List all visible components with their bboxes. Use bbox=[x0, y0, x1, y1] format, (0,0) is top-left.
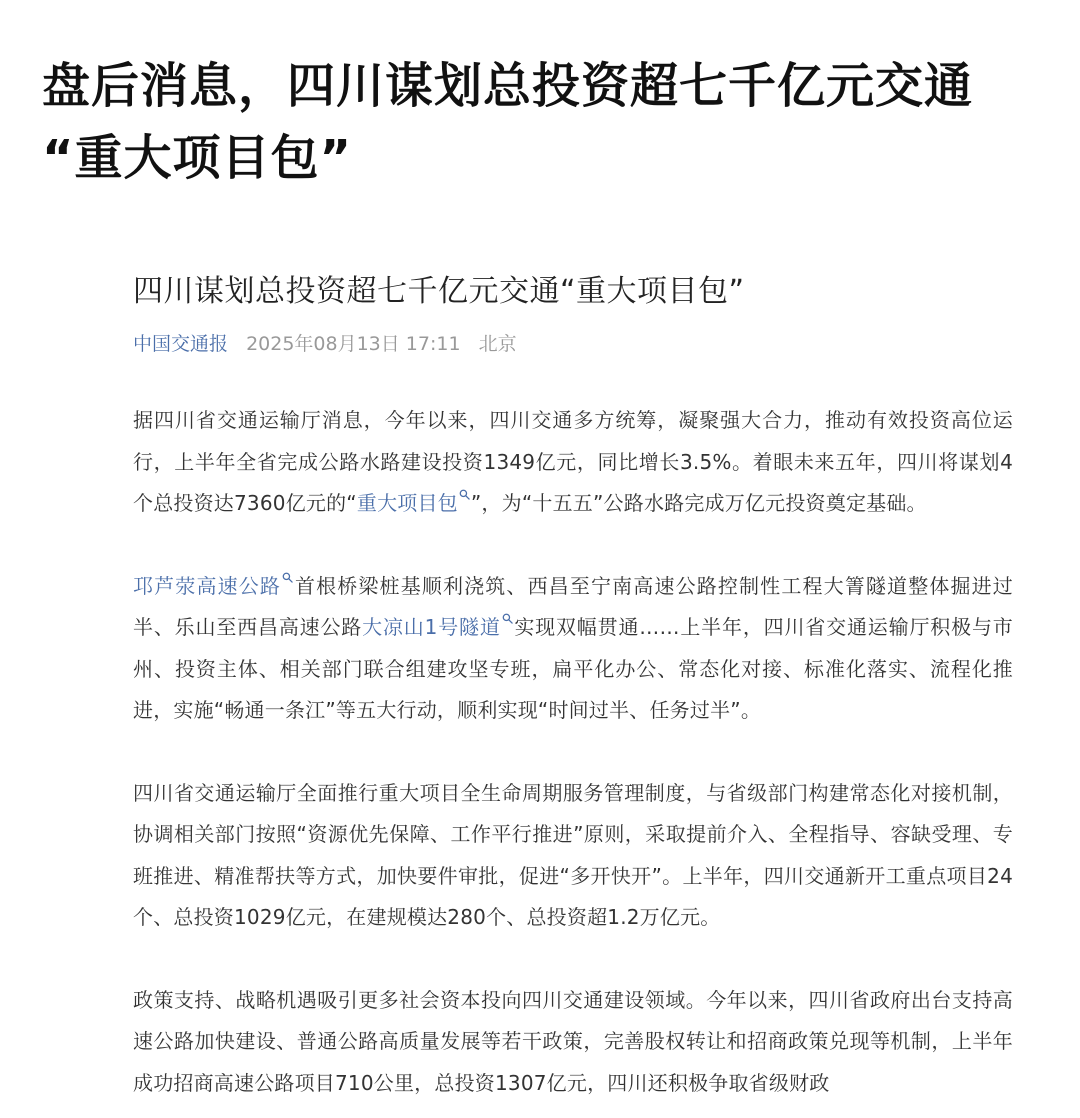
publish-location: 北京 bbox=[478, 333, 517, 355]
headline bbox=[42, 50, 1052, 194]
paragraph-text: 首根桥梁桩基顺利浇筑、西昌至宁南高速公路控制性工程大箐隧道整体掘进过半、乐山至西昌高速公路 bbox=[133, 573, 1013, 639]
paragraph-3: 四川省交通运输厅全面推行重大项目全生命周期服务管理制度，与省级部门构建常态化对接机制，协调相关部门按照“资源优先保障、工作平行推进”原则，采取提前介入、全程指导、容缺受理、专班推进、精准帮扶等方式，加快要件审批，促进“多开快开”。上半年，四川交通新开工重点项目24个、总投资1029亿元，在建规模达280个、总投资超1.2万亿元。 bbox=[133, 780, 1013, 929]
paragraph-text: 据四川省交通运输厅消息，今年以来，四川交通多方统筹，凝聚强大合力，推动有效投资高位运行，上半年全省完成公路水路建设投资1349亿元，同比增长3.5%。着眼未来五年，四川将谋划4个总投资达7360亿元的“ bbox=[133, 408, 1013, 515]
headline-line-2: “重大项目包” bbox=[42, 130, 353, 186]
article-title: 四川谋划总投资超七千亿元交通“重大项目包” bbox=[133, 274, 745, 309]
article-card bbox=[133, 270, 1013, 1104]
source-link[interactable]: 中国交通报 bbox=[133, 333, 229, 355]
publish-date: 2025年08月13日 17:11 bbox=[246, 333, 461, 355]
paragraph-text: ”，为“十五五”公路水路完成万亿元投资奠定基础。 bbox=[470, 491, 927, 515]
keyword-link-tunnel[interactable]: 大凉山1号隧道 bbox=[362, 615, 501, 639]
paragraph-1 bbox=[133, 400, 1013, 525]
keyword-link-expressway[interactable]: 邛芦荥高速公路 bbox=[133, 573, 282, 598]
search-icon[interactable] bbox=[502, 613, 513, 624]
paragraph-text: 实现双幅贯通……上半年，四川省交通运输厅积极与市州、投资主体、相关部门联合组建攻坚专班，扁平化办公、常态化对接、标准化落实、流程化推进，实施“畅通一条江”等五大行动，顺利实现“时间过半、任务过半”。 bbox=[133, 615, 1013, 722]
search-icon[interactable] bbox=[282, 572, 293, 583]
search-icon[interactable] bbox=[459, 489, 470, 500]
headline-line-1: 盘后消息，四川谋划总投资超七千亿元交通 bbox=[42, 58, 974, 114]
keyword-link-major-project-package[interactable]: 重大项目包 bbox=[356, 491, 458, 515]
paragraph-2 bbox=[133, 566, 1013, 732]
paragraph-4: 政策支持、战略机遇吸引更多社会资本投向四川交通建设领域。今年以来，四川省政府出台支持高速公路加快建设、普通公路高质量发展等若干政策，完善股权转让和招商政策兑现等机制，上半年成功招商高速公路项目710公里，总投资1307亿元，四川还积极争取省级财政 bbox=[133, 987, 1013, 1095]
article-meta bbox=[133, 330, 1013, 358]
